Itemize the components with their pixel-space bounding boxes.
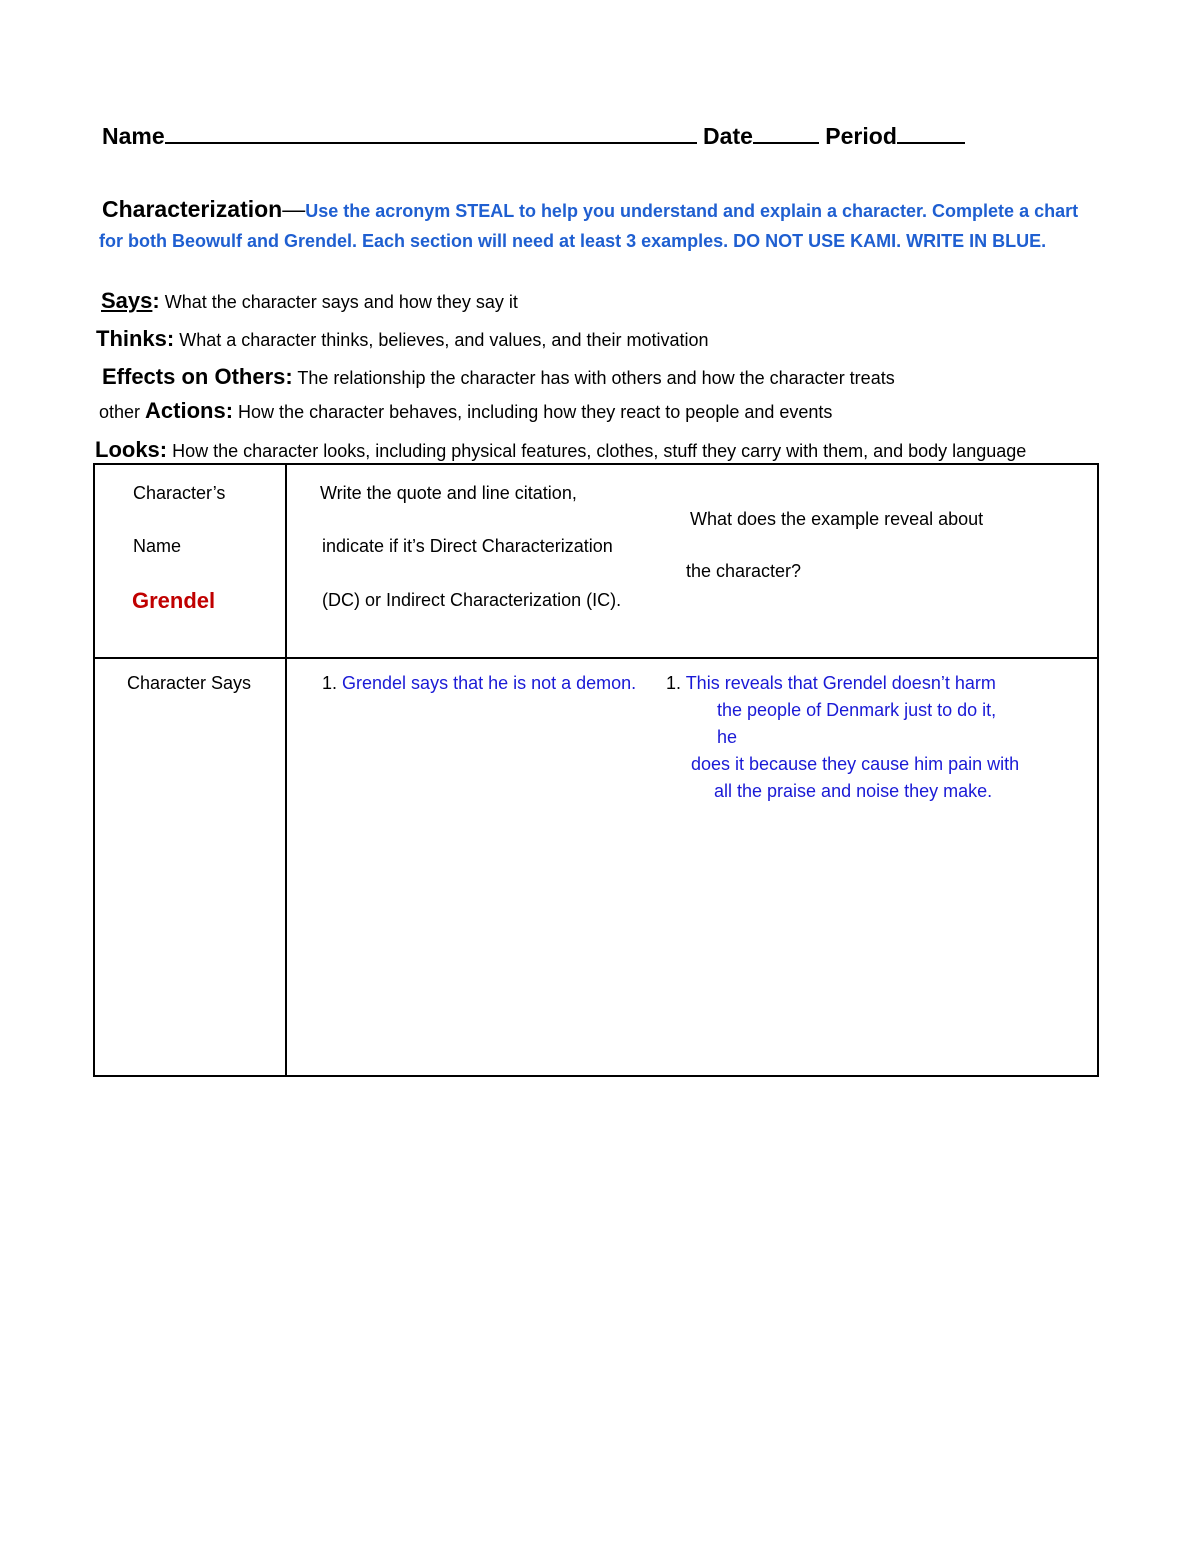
says-reveal-text-1: This reveals that Grendel doesn’t harm [685, 673, 996, 693]
character-name-header-2: Name [133, 536, 182, 556]
intro-dash: — [282, 196, 306, 222]
date-blank[interactable] [753, 122, 819, 144]
says-quote-number: 1. [322, 673, 343, 693]
looks-definition: Looks: How the character looks, including physical features, clothes, stuff they carry with them, and body language [95, 437, 1027, 462]
says-quote[interactable] [322, 673, 636, 694]
actions-term: Actions [145, 398, 226, 423]
date-label: Date [703, 123, 753, 149]
character-name[interactable]: Grendel [132, 588, 216, 613]
actions-definition: other Actions: How the character behaves, including how they react to people and events [99, 398, 833, 423]
says-quote-text: Grendel says that he is not a demon. [342, 673, 637, 693]
row-divider [95, 657, 1097, 659]
period-label: Period [825, 123, 897, 149]
effects-definition: Effects on Others: The relationship the character has with others and how the character treats [102, 364, 895, 389]
thinks-definition: Thinks: What a character thinks, believes, and values, and their motivation [96, 326, 709, 351]
reveal-header-2: the character? [686, 561, 802, 581]
reveal-header-1: What does the example reveal about [690, 509, 984, 529]
says-term: Says [101, 288, 153, 313]
actions-desc: How the character behaves, including how they react to people and events [233, 402, 833, 422]
says-definition: Says: What the character says and how they say it [101, 288, 518, 313]
name-label: Name [102, 123, 165, 149]
says-reveal-1[interactable] [666, 673, 996, 694]
character-name-header-1: Character’s [133, 483, 226, 503]
says-desc: What the character says and how they say it [159, 292, 518, 312]
thinks-term: Thinks [96, 326, 167, 351]
quote-header-3: (DC) or Indirect Characterization (IC). [322, 590, 622, 610]
intro-instructions-2: for both Beowulf and Grendel. Each section will need at least 3 examples. DO NOT USE KAMI. WRITE IN BLUE. [99, 231, 1047, 251]
name-blank[interactable] [165, 122, 697, 144]
says-reveal-number: 1. [666, 673, 686, 693]
thinks-desc: What a character thinks, believes, and values, and their motivation [174, 330, 709, 350]
characterization-chart [93, 463, 1099, 1077]
intro-line-1 [102, 196, 1078, 223]
looks-desc: How the character looks, including physical features, clothes, stuff they carry with them, and body language [167, 441, 1027, 461]
quote-header-1: Write the quote and line citation, [320, 483, 577, 503]
period-blank[interactable] [897, 122, 965, 144]
says-reveal-text-2: the people of Denmark just to do it, [717, 700, 997, 720]
actions-prefix: other [99, 402, 146, 422]
looks-term: Looks [95, 437, 160, 462]
says-reveal-text-4: does it because they cause him pain with [691, 754, 1020, 774]
header-line [102, 122, 965, 150]
says-reveal-text-5: all the praise and noise they make. [714, 781, 993, 801]
says-reveal-text-3: he [717, 727, 738, 747]
quote-header-2: indicate if it’s Direct Characterization [322, 536, 613, 556]
intro-title: Characterization [102, 196, 283, 222]
intro-instructions-1: Use the acronym STEAL to help you understand and explain a character. Complete a chart [305, 201, 1079, 221]
effects-desc: The relationship the character has with others and how the character treats [292, 368, 895, 388]
row-label-says: Character Says [127, 673, 252, 693]
column-divider [285, 465, 287, 1075]
effects-term: Effects on Others [102, 364, 286, 389]
